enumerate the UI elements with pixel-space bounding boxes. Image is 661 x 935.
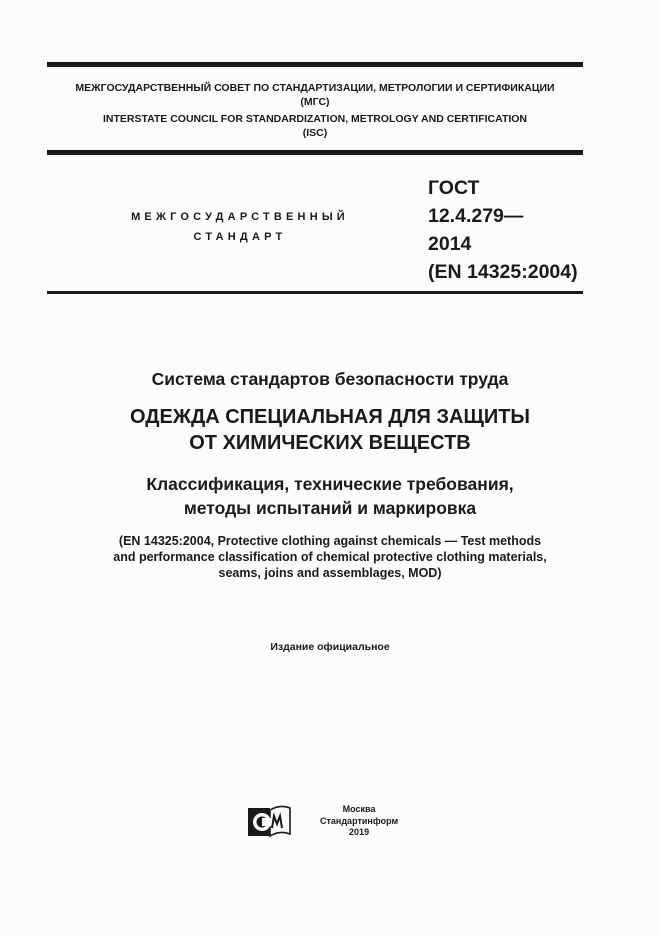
bottom-rule	[47, 291, 583, 294]
council-name-ru-line: МЕЖГОСУДАРСТВЕННЫЙ СОВЕТ ПО СТАНДАРТИЗАЦИИ, МЕТРОЛОГИИ И СЕРТИФИКАЦИИ	[75, 82, 555, 94]
council-abbr-ru: (МГС)	[300, 96, 330, 108]
council-abbr-en: (ISC)	[302, 127, 328, 139]
sub-title-line1: Классификация, технические требования,	[146, 474, 514, 494]
sub-title-line2: методы испытаний и маркировка	[183, 498, 477, 518]
english-title	[50, 533, 610, 581]
publisher-text	[320, 804, 398, 839]
gost-equivalent: (EN 14325:2004)	[428, 261, 578, 283]
gost-label: ГОСТ	[428, 177, 480, 199]
top-rule	[47, 62, 583, 67]
standard-type-line1: МЕЖГОСУДАРСТВЕННЫЙ	[131, 211, 349, 223]
publisher-name: Стандартинформ	[320, 815, 399, 826]
gost-designation	[428, 174, 578, 286]
edition-note: Издание официальное	[270, 641, 390, 653]
gost-year: 2014	[428, 233, 472, 255]
english-title-line1: (EN 14325:2004, Protective clothing against chemicals — Test methods	[118, 534, 542, 548]
system-title: Система стандартов безопасности труда	[151, 369, 509, 389]
gost-number: 12.4.279—	[428, 205, 524, 227]
standard-type	[100, 207, 380, 247]
council-name-en	[47, 112, 583, 140]
main-title-line1: ОДЕЖДА СПЕЦИАЛЬНАЯ ДЛЯ ЗАЩИТЫ	[130, 406, 530, 428]
standard-type-line2: СТАНДАРТ	[193, 231, 287, 243]
council-name-ru	[47, 81, 583, 109]
main-title-line2: ОТ ХИМИЧЕСКИХ ВЕЩЕСТВ	[189, 432, 471, 454]
publisher-year: 2019	[349, 827, 370, 837]
english-title-line2: and performance classification of chemical protective clothing materials,	[113, 550, 547, 564]
publisher-block	[246, 804, 398, 839]
publisher-city: Москва	[342, 804, 376, 814]
council-name-en-line: INTERSTATE COUNCIL FOR STANDARDIZATION, METROLOGY AND CERTIFICATION	[102, 113, 528, 125]
main-title	[60, 404, 600, 456]
middle-rule	[47, 150, 583, 155]
english-title-line3: seams, joins and assemblages, MOD)	[218, 566, 442, 580]
standartinform-logo-icon	[246, 804, 292, 838]
sub-title	[60, 472, 600, 520]
